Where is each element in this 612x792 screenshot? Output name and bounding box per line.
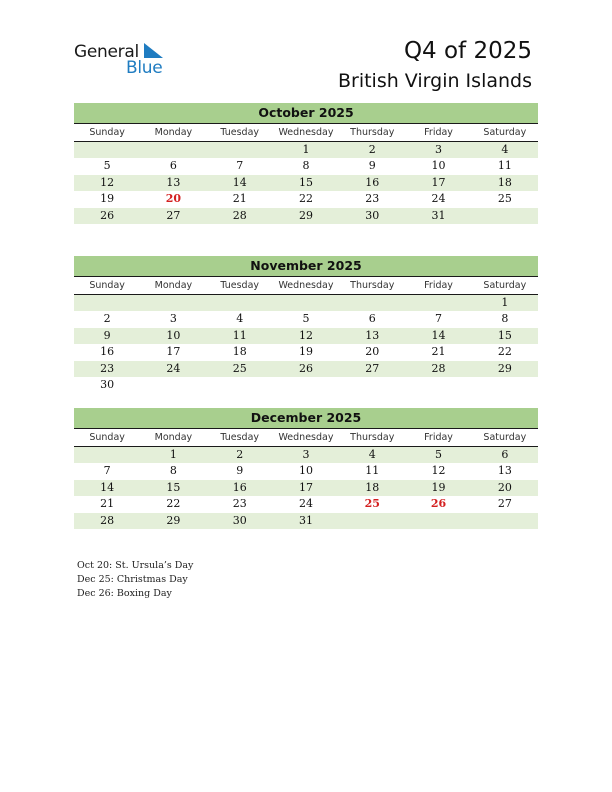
week-row: [74, 208, 538, 224]
day-cell: 23: [365, 192, 380, 206]
day-cell: 3: [302, 448, 310, 461]
day-cell: 31: [431, 208, 446, 222]
day-cell: 26: [298, 361, 313, 375]
day-cell: 7: [236, 159, 244, 173]
day-cell: 8: [169, 464, 177, 478]
day-cell: [472, 377, 538, 393]
day-cell: [273, 377, 339, 393]
holiday-item: Dec 25: Christmas Day: [77, 574, 188, 585]
holiday-item: Dec 26: Boxing Day: [77, 588, 172, 599]
weekday-label: Thursday: [350, 280, 395, 291]
weekday-label: Sunday: [89, 127, 125, 138]
day-cell: 6: [501, 448, 509, 461]
day-cell: 11: [365, 464, 380, 478]
day-cell: 21: [100, 497, 115, 511]
day-cell: 28: [232, 208, 247, 222]
day-cell: [207, 295, 273, 311]
week-row: [74, 158, 538, 174]
weekday-label: Tuesday: [220, 432, 260, 443]
day-cell: 10: [431, 159, 446, 173]
day-cell: 25: [232, 361, 247, 375]
day-cell: 2: [368, 143, 376, 156]
week-row: [74, 344, 538, 360]
week-row: [74, 311, 538, 327]
weekday-label: Saturday: [483, 432, 527, 443]
day-cell: 16: [365, 175, 380, 189]
day-cell: 5: [302, 312, 310, 326]
day-cell: 12: [431, 464, 446, 478]
day-cell: 3: [169, 312, 177, 326]
weekday-label: Wednesday: [278, 280, 334, 291]
day-cell: 17: [431, 175, 446, 189]
day-cell: [273, 295, 339, 311]
day-cell: 18: [232, 345, 247, 359]
day-cell: [74, 447, 140, 463]
logo-triangle-icon: [142, 43, 164, 59]
day-cell: 4: [368, 448, 376, 461]
day-cell: 8: [302, 159, 310, 173]
day-cell: 5: [435, 448, 443, 461]
day-cell: 24: [431, 192, 446, 206]
day-cell: 9: [103, 328, 111, 342]
month-header: November 2025: [74, 256, 538, 277]
month-december: [74, 408, 538, 529]
day-cell: 22: [497, 345, 512, 359]
day-cell: 4: [501, 143, 509, 156]
day-cell: 25: [497, 192, 512, 206]
day-cell: 19: [431, 480, 446, 494]
day-cell: 23: [100, 361, 115, 375]
weekday-label: Friday: [424, 127, 453, 138]
month-header: December 2025: [74, 408, 538, 429]
day-cell: 8: [501, 312, 509, 326]
day-cell: 29: [298, 208, 313, 222]
day-cell: 20: [365, 345, 380, 359]
day-cell: 12: [298, 328, 313, 342]
day-cell: 18: [497, 175, 512, 189]
weekday-label: Wednesday: [278, 127, 334, 138]
day-cell: 9: [236, 464, 244, 478]
day-cell: 6: [169, 159, 177, 173]
day-cell: 1: [169, 448, 177, 461]
day-cell: 21: [232, 192, 247, 206]
day-cell: 7: [435, 312, 443, 326]
weekday-label: Friday: [424, 280, 453, 291]
day-cell: 16: [232, 480, 247, 494]
weekday-label: Tuesday: [220, 280, 260, 291]
day-cell: 14: [100, 480, 115, 494]
day-cell: 3: [435, 143, 443, 156]
day-cell: 18: [365, 480, 380, 494]
day-cell: 22: [166, 497, 181, 511]
weekday-header-row: [74, 429, 538, 447]
day-cell: [339, 513, 405, 529]
day-cell: [74, 295, 140, 311]
day-cell: 10: [298, 464, 313, 478]
week-row: [74, 513, 538, 529]
day-cell: 14: [232, 175, 247, 189]
week-row: [74, 377, 538, 393]
day-cell: 19: [100, 192, 115, 206]
week-row: [74, 175, 538, 191]
day-cell: 30: [365, 208, 380, 222]
day-cell: [405, 295, 471, 311]
day-cell: 2: [103, 312, 111, 326]
day-cell: 27: [166, 208, 181, 222]
day-cell: [405, 513, 471, 529]
day-cell: 6: [368, 312, 376, 326]
day-cell: 1: [302, 143, 310, 156]
weekday-label: Monday: [154, 432, 193, 443]
day-cell: 21: [431, 345, 446, 359]
day-cell: [140, 295, 206, 311]
holiday-list: [77, 559, 193, 601]
week-row: [74, 496, 538, 512]
day-cell: 30: [100, 377, 115, 391]
day-cell: 27: [497, 497, 512, 511]
weekday-label: Monday: [154, 127, 193, 138]
day-cell: 31: [298, 513, 313, 527]
week-row: [74, 142, 538, 158]
day-cell: 7: [103, 464, 111, 478]
weekday-label: Tuesday: [220, 127, 260, 138]
weekday-label: Thursday: [350, 127, 395, 138]
logo-blue-text: Blue: [126, 58, 163, 78]
day-cell: 2: [236, 448, 244, 461]
generalblue-logo: [74, 42, 184, 78]
weekday-header-row: [74, 124, 538, 142]
day-cell: 13: [497, 464, 512, 478]
day-cell: 13: [166, 175, 181, 189]
day-cell: 24: [166, 361, 181, 375]
weekday-label: Wednesday: [278, 432, 334, 443]
week-row: [74, 361, 538, 377]
day-cell: 19: [298, 345, 313, 359]
day-cell: 28: [100, 513, 115, 527]
day-cell: 16: [100, 345, 115, 359]
week-row: [74, 463, 538, 479]
day-cell: [472, 208, 538, 224]
day-cell: 26: [100, 208, 115, 222]
day-cell: 14: [431, 328, 446, 342]
weekday-label: Sunday: [89, 432, 125, 443]
weekday-label: Friday: [424, 432, 453, 443]
day-cell: 20: [165, 192, 182, 206]
day-cell: 15: [298, 175, 313, 189]
day-cell: 9: [368, 159, 376, 173]
weekday-label: Monday: [154, 280, 193, 291]
day-cell: [339, 377, 405, 393]
day-cell: 22: [298, 192, 313, 206]
day-cell: 26: [430, 497, 447, 511]
weekday-label: Sunday: [89, 280, 125, 291]
month-header: October 2025: [74, 103, 538, 124]
day-cell: 29: [497, 361, 512, 375]
day-cell: 11: [497, 159, 512, 173]
page-title: Q4 of 2025: [403, 38, 532, 64]
week-row: [74, 328, 538, 344]
day-cell: 17: [166, 345, 181, 359]
weekday-label: Thursday: [350, 432, 395, 443]
day-cell: 29: [166, 513, 181, 527]
month-october: [74, 103, 538, 224]
day-cell: 11: [232, 328, 247, 342]
day-cell: 10: [166, 328, 181, 342]
day-cell: [140, 142, 206, 158]
day-cell: 4: [236, 312, 244, 326]
day-cell: 17: [298, 480, 313, 494]
week-row: [74, 191, 538, 207]
week-row: [74, 480, 538, 496]
week-row: [74, 295, 538, 311]
day-cell: 15: [166, 480, 181, 494]
page-subtitle: British Virgin Islands: [337, 70, 532, 92]
weekday-header-row: [74, 277, 538, 295]
logo-general-text: General: [74, 42, 139, 62]
day-cell: [405, 377, 471, 393]
day-cell: 25: [364, 497, 380, 511]
day-cell: 20: [497, 480, 512, 494]
holiday-item: Oct 20: St. Ursula’s Day: [77, 560, 194, 571]
day-cell: 23: [232, 497, 247, 511]
day-cell: [339, 295, 405, 311]
day-cell: 24: [298, 497, 313, 511]
weekday-label: Saturday: [483, 280, 527, 291]
day-cell: 5: [103, 159, 111, 173]
day-cell: 13: [365, 328, 380, 342]
day-cell: 30: [232, 513, 247, 527]
week-row: [74, 447, 538, 463]
day-cell: [207, 377, 273, 393]
day-cell: 27: [365, 361, 380, 375]
day-cell: [207, 142, 273, 158]
day-cell: 15: [497, 328, 512, 342]
day-cell: [74, 142, 140, 158]
day-cell: [472, 513, 538, 529]
weekday-label: Saturday: [483, 127, 527, 138]
day-cell: [140, 377, 206, 393]
month-november: [74, 256, 538, 393]
day-cell: 12: [100, 175, 115, 189]
day-cell: 28: [431, 361, 446, 375]
day-cell: 1: [501, 296, 509, 309]
